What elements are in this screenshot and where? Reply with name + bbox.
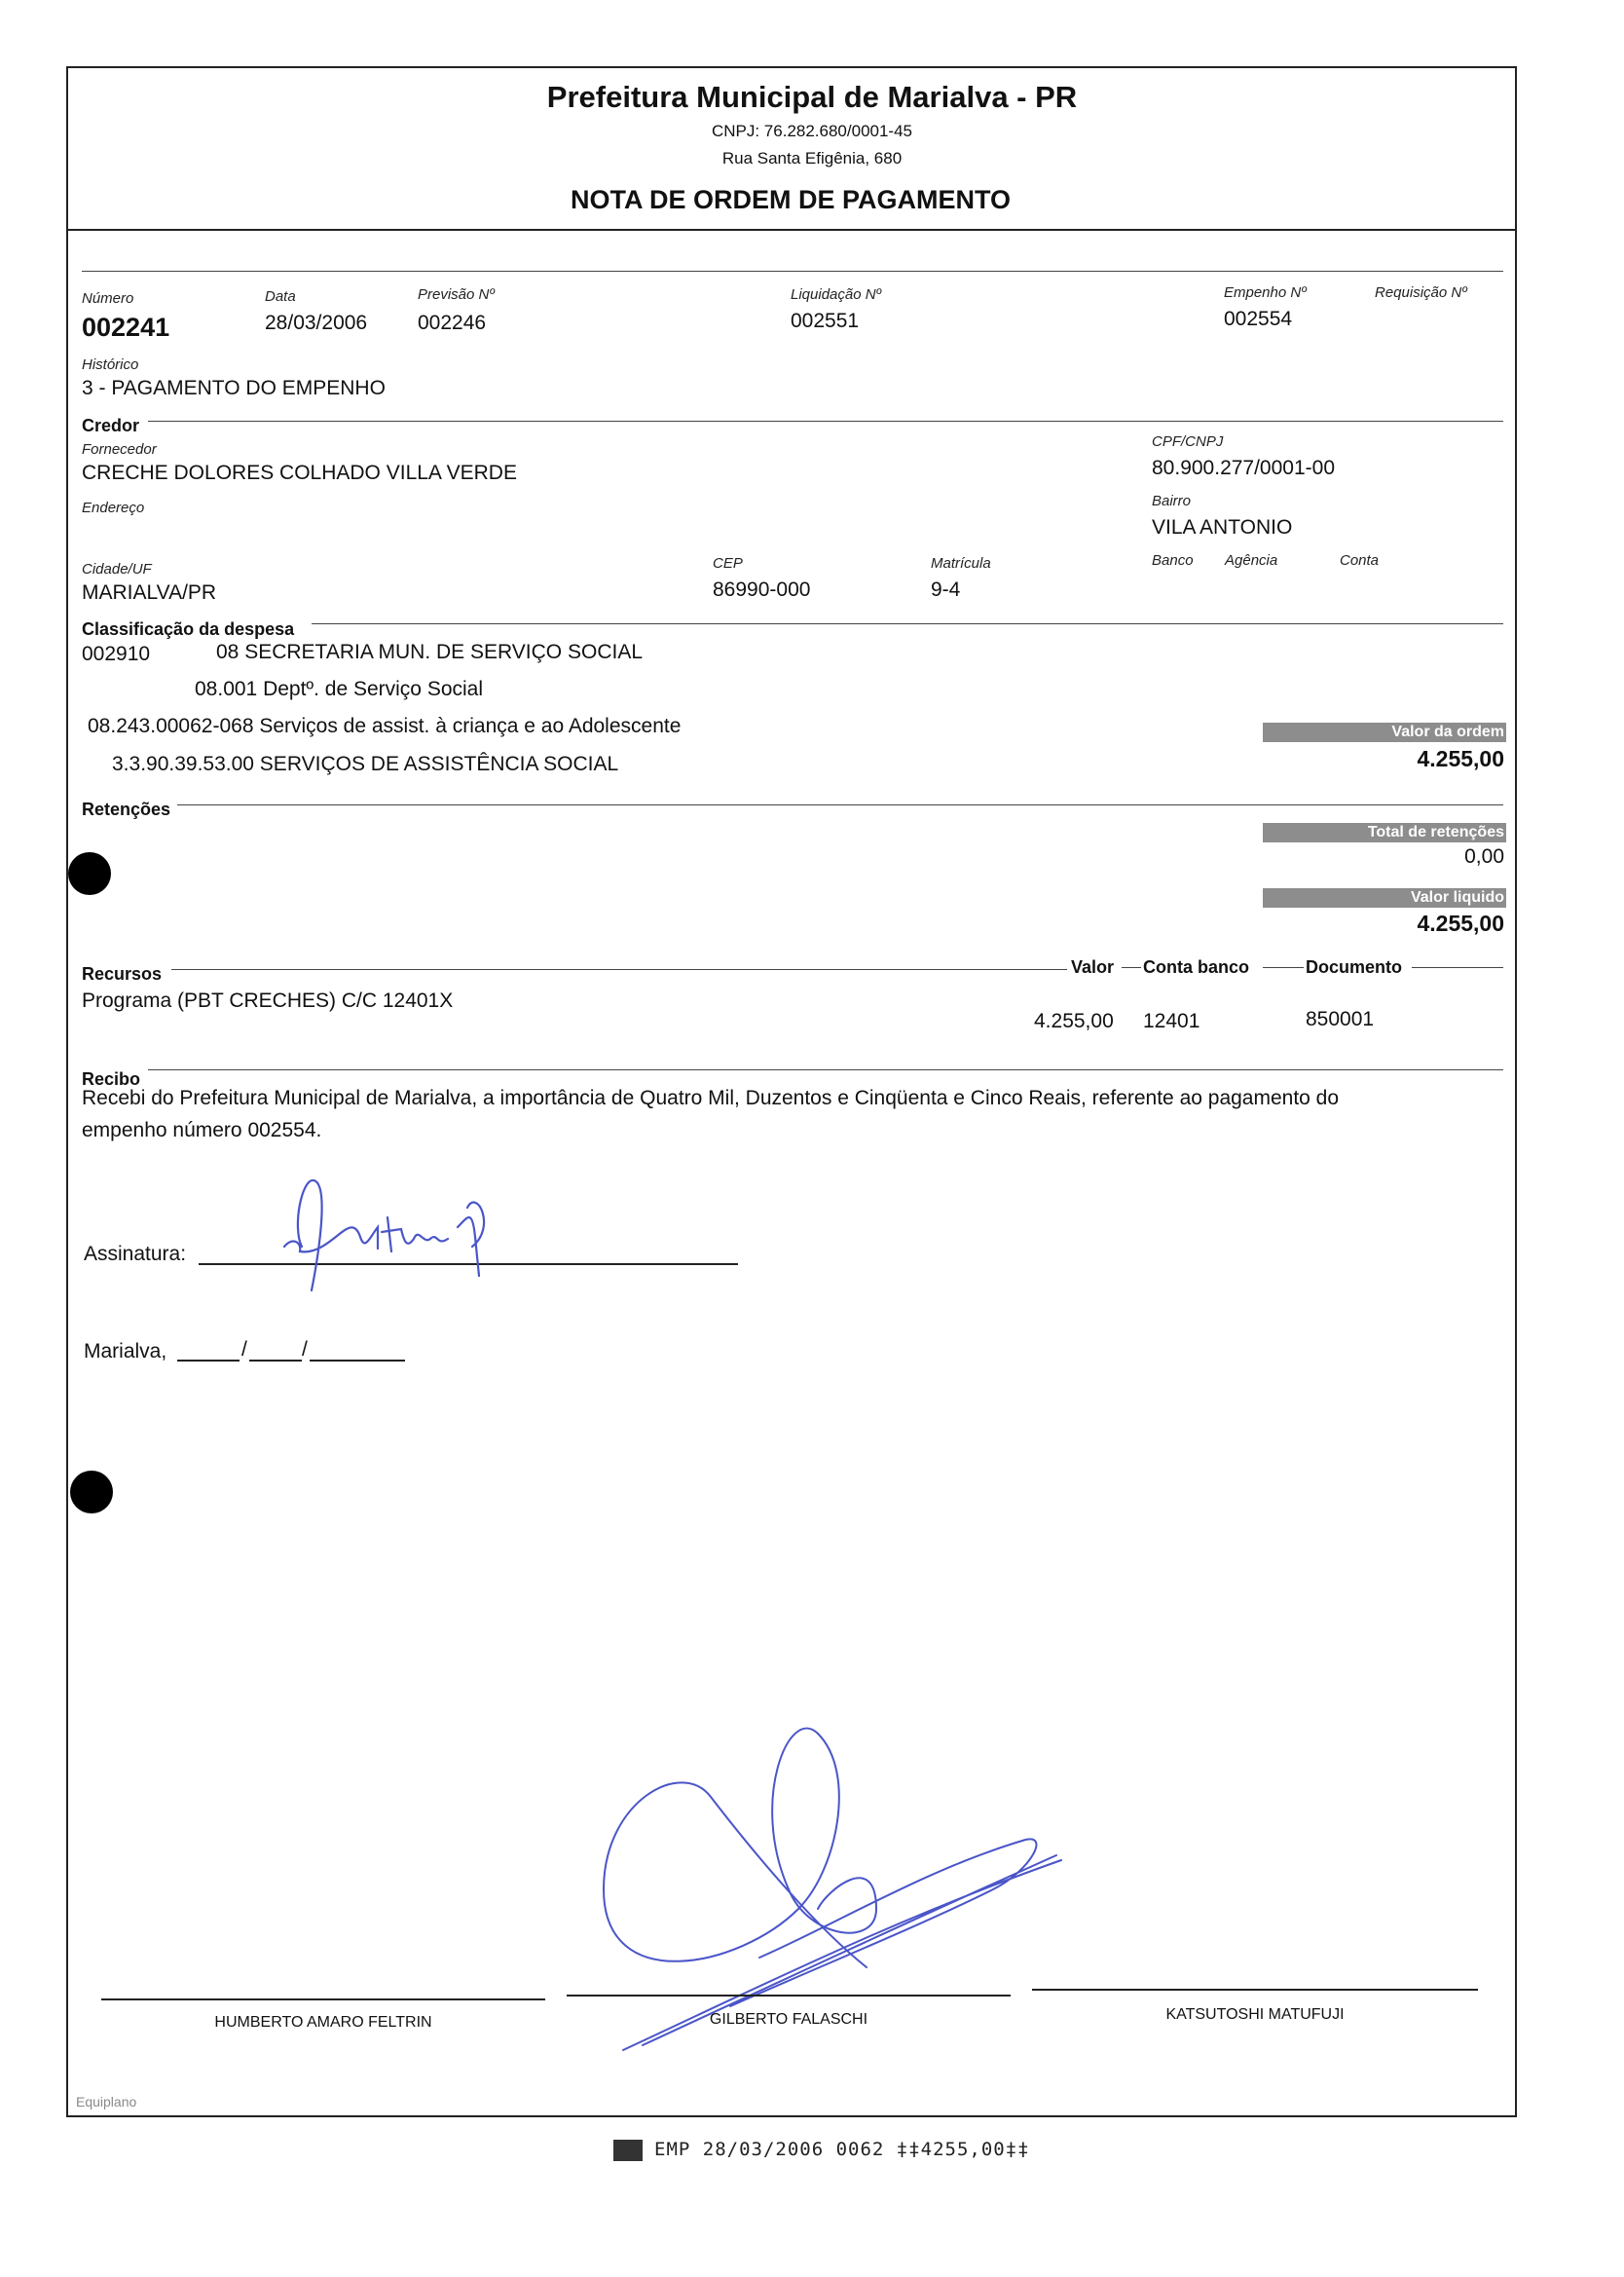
date-year-line xyxy=(310,1360,405,1362)
total-retencoes-value: 0,00 xyxy=(1464,845,1504,868)
previsao-label: Previsão Nº xyxy=(418,286,495,303)
total-retencoes-label: Total de retenções xyxy=(1263,823,1506,842)
cidade-value: MARIALVA/PR xyxy=(82,581,217,604)
cidade-label: Cidade/UF xyxy=(82,561,152,578)
numero-label: Número xyxy=(82,290,134,307)
cpf-label: CPF/CNPJ xyxy=(1152,433,1224,450)
recursos-col-valor: Valor xyxy=(1071,957,1115,977)
address-line: Rua Santa Efigênia, 680 xyxy=(721,149,903,168)
valor-ordem-label: Valor da ordem xyxy=(1263,723,1506,742)
recursos-programa: Programa (PBT CRECHES) C/C 12401X xyxy=(82,989,454,1012)
recursos-conta: 12401 xyxy=(1143,1010,1200,1032)
valor-liquido-value: 4.255,00 xyxy=(1417,911,1504,936)
bairro-label: Bairro xyxy=(1152,493,1192,509)
brand-label: Equiplano xyxy=(76,2094,137,2109)
classificacao-section-title: Classificação da despesa xyxy=(82,619,295,639)
recursos-rule xyxy=(1122,967,1141,968)
classificacao-line: 08.001 Deptº. de Serviço Social xyxy=(195,678,484,700)
recursos-col-conta: Conta banco xyxy=(1143,957,1250,977)
classificacao-rule xyxy=(312,623,1503,624)
numero-value: 002241 xyxy=(82,313,170,342)
fornecedor-label: Fornecedor xyxy=(82,441,157,458)
credor-rule xyxy=(148,421,1503,422)
signatory-line xyxy=(101,1998,545,2000)
matricula-label: Matrícula xyxy=(931,555,991,572)
fornecedor-value: CRECHE DOLORES COLHADO VILLA VERDE xyxy=(82,462,517,484)
recibo-rule xyxy=(148,1069,1503,1070)
date-day-line xyxy=(177,1360,240,1362)
recursos-rule xyxy=(171,969,1067,970)
conta-label: Conta xyxy=(1340,552,1380,569)
signatory-name: HUMBERTO AMARO FELTRIN xyxy=(214,2014,432,2031)
recursos-rule xyxy=(1263,967,1304,968)
header-divider xyxy=(66,229,1517,231)
recursos-valor: 4.255,00 xyxy=(1034,1010,1114,1032)
liquidacao-label: Liquidação Nº xyxy=(791,286,882,303)
banco-label: Banco xyxy=(1152,552,1194,569)
agencia-label: Agência xyxy=(1225,552,1278,569)
data-value: 28/03/2006 xyxy=(265,312,368,334)
signatory-line xyxy=(567,1995,1011,1997)
recibo-text-line: Recebi do Prefeitura Municipal de Marialva, a importância de Quatro Mil, Duzentos e Cinqüenta e Cinco Reais, referente ao pagamento do xyxy=(82,1087,1340,1109)
retencoes-rule xyxy=(177,804,1503,805)
date-month-line xyxy=(249,1360,302,1362)
classificacao-code: 002910 xyxy=(82,643,151,665)
valor-ordem-value: 4.255,00 xyxy=(1417,746,1504,771)
recursos-rule xyxy=(1412,967,1503,968)
retencoes-section-title: Retenções xyxy=(82,800,171,819)
credor-section-title: Credor xyxy=(82,416,140,435)
mechanical-stamp: EMP 28/03/2006 0062 ‡‡4255,00‡‡ xyxy=(654,2139,1030,2160)
cep-label: CEP xyxy=(713,555,743,572)
classificacao-line: 3.3.90.39.53.00 SERVIÇOS DE ASSISTÊNCIA SOCIAL xyxy=(112,753,619,775)
liquidacao-value: 002551 xyxy=(791,310,860,332)
requisicao-label: Requisição Nº xyxy=(1375,284,1467,301)
signatory-line xyxy=(1032,1989,1478,1991)
empenho-value: 002554 xyxy=(1224,308,1293,330)
handwritten-signature xyxy=(273,1169,526,1295)
local-date-label: Marialva, xyxy=(84,1340,167,1362)
recibo-section-title: Recibo xyxy=(82,1069,141,1089)
punch-hole xyxy=(70,1471,113,1513)
recursos-documento: 850001 xyxy=(1306,1008,1375,1030)
cnpj-line: CNPJ: 76.282.680/0001-45 xyxy=(711,122,913,140)
date-separator: / xyxy=(302,1338,308,1361)
assinatura-label: Assinatura: xyxy=(84,1243,187,1265)
empenho-label: Empenho Nº xyxy=(1224,284,1307,301)
ids-top-rule xyxy=(82,271,1503,272)
municipality-title: Prefeitura Municipal de Marialva - PR xyxy=(546,80,1078,114)
signatory-name: KATSUTOSHI MATUFUJI xyxy=(1165,2006,1345,2023)
stamp-logo xyxy=(613,2140,643,2161)
cpf-value: 80.900.277/0001-00 xyxy=(1152,457,1336,479)
endereco-label: Endereço xyxy=(82,500,145,516)
historico-value: 3 - PAGAMENTO DO EMPENHO xyxy=(82,377,386,399)
recibo-text-line: empenho número 002554. xyxy=(82,1119,322,1141)
data-label: Data xyxy=(265,288,296,305)
matricula-value: 9-4 xyxy=(931,579,961,601)
punch-hole xyxy=(68,852,111,895)
date-separator: / xyxy=(241,1338,247,1361)
previsao-value: 002246 xyxy=(418,312,487,334)
cep-value: 86990-000 xyxy=(713,579,811,601)
classificacao-line: 08 SECRETARIA MUN. DE SERVIÇO SOCIAL xyxy=(216,641,644,663)
bairro-value: VILA ANTONIO xyxy=(1152,516,1293,539)
historico-label: Histórico xyxy=(82,356,139,373)
valor-liquido-label: Valor liquido xyxy=(1263,888,1506,908)
signatory-name: GILBERTO FALASCHI xyxy=(709,2011,868,2028)
recursos-section-title: Recursos xyxy=(82,964,163,984)
classificacao-line: 08.243.00062-068 Serviços de assist. à criança e ao Adolescente xyxy=(88,715,682,737)
document-title: NOTA DE ORDEM DE PAGAMENTO xyxy=(570,185,1011,214)
recursos-col-documento: Documento xyxy=(1306,957,1402,977)
